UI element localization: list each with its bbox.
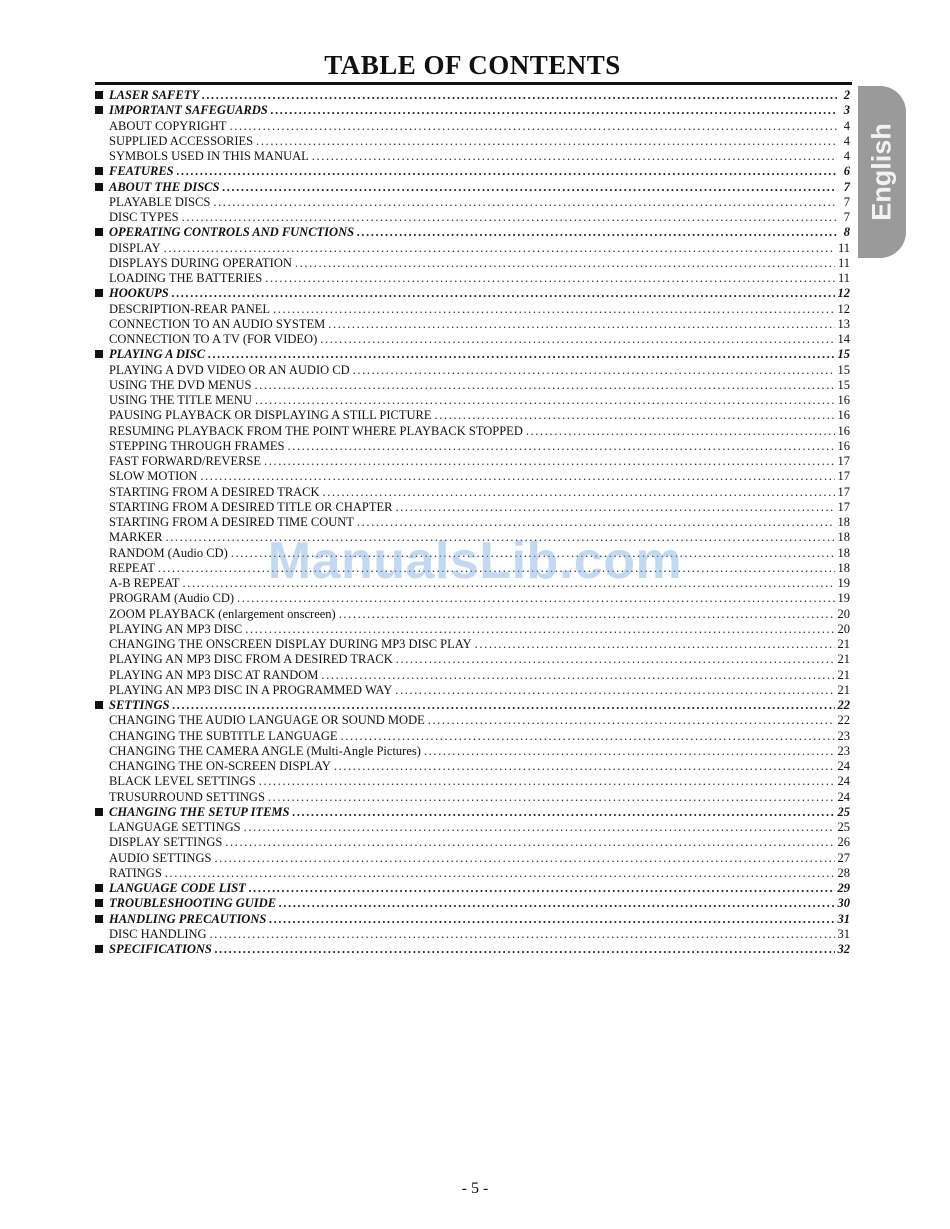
toc-entry-page: 20 (837, 621, 850, 636)
toc-entry-label: CHANGING THE ONSCREEN DISPLAY DURING MP3 DISC PLAY (109, 637, 472, 651)
toc-subentry (95, 576, 850, 591)
toc-entry-label: CHANGING THE CAMERA ANGLE (Multi-Angle Pictures) (109, 743, 421, 758)
watermark: ManualsLib.com (267, 532, 683, 590)
dot-leader (269, 912, 834, 927)
dot-leader (288, 439, 835, 454)
toc-entry-page: 25 (837, 820, 850, 834)
toc-entry-label: HANDLING PRECAUTIONS (109, 911, 267, 926)
toc-subentry (95, 790, 850, 805)
toc-entry-page: 22 (837, 713, 850, 728)
toc-entry-label: LANGUAGE CODE LIST (109, 881, 246, 895)
toc-subentry (95, 485, 850, 500)
toc-subentry (95, 195, 850, 210)
toc-subentry (95, 835, 850, 850)
dot-leader (182, 210, 837, 225)
toc-section-entry (95, 896, 850, 911)
toc-section-entry (95, 103, 850, 118)
toc-subentry (95, 652, 850, 667)
toc-entry-label: DISPLAY (109, 240, 161, 255)
toc-entry-label: PLAYABLE DISCS (109, 194, 211, 209)
dot-leader (231, 546, 835, 561)
toc-subentry (95, 591, 850, 606)
toc-subentry (95, 744, 850, 759)
dot-leader (428, 713, 835, 728)
dot-leader (475, 637, 835, 652)
toc-subentry (95, 820, 850, 835)
toc-entry-label: BLACK LEVEL SETTINGS (109, 774, 256, 789)
toc-entry-page: 3 (843, 103, 850, 118)
toc-subentry (95, 668, 850, 683)
dot-leader (230, 119, 838, 134)
toc-entry-page: 19 (837, 576, 850, 590)
dot-leader (259, 774, 835, 789)
toc-entry-page: 15 (837, 347, 850, 362)
toc-entry-label: USING THE DVD MENUS (109, 377, 252, 392)
toc-entry-page: 12 (837, 286, 850, 301)
toc-entry-page: 28 (837, 865, 850, 880)
dot-leader (435, 408, 835, 423)
toc-section-entry (95, 164, 850, 179)
dot-leader (328, 317, 834, 332)
dot-leader (165, 866, 835, 881)
toc-subentry (95, 759, 850, 774)
toc-entry-page: 12 (837, 301, 850, 316)
table-of-contents (95, 88, 850, 957)
toc-entry-page: 17 (837, 469, 850, 484)
dot-leader (279, 896, 834, 911)
toc-subentry (95, 774, 850, 789)
square-bullet-icon (95, 899, 103, 907)
toc-entry-label: TRUSURROUND SETTINGS (109, 789, 265, 804)
toc-section-entry (95, 88, 850, 103)
toc-entry-label: REPEAT (109, 560, 155, 575)
dot-leader (424, 744, 835, 759)
toc-entry-label: PAUSING PLAYBACK OR DISPLAYING A STILL PICTURE (109, 408, 432, 423)
toc-entry-label: SPECIFICATIONS (109, 942, 212, 956)
dot-leader (244, 820, 835, 835)
toc-entry-page: 7 (843, 179, 850, 194)
toc-section-entry (95, 180, 850, 195)
square-bullet-icon (95, 884, 103, 892)
toc-entry-page: 16 (837, 393, 850, 407)
toc-entry-label: A-B REPEAT (109, 576, 180, 590)
dot-leader (254, 378, 834, 393)
toc-entry-label: RESUMING PLAYBACK FROM THE POINT WHERE PLAYBACK STOPPED (109, 423, 523, 438)
toc-subentry (95, 713, 850, 728)
toc-section-entry (95, 805, 850, 820)
dot-leader (395, 500, 834, 515)
toc-entry-label: LOADING THE BATTERIES (109, 271, 263, 285)
toc-subentry (95, 363, 850, 378)
toc-subentry (95, 607, 850, 622)
toc-entry-page: 16 (837, 408, 850, 423)
dot-leader (264, 454, 834, 469)
dot-leader (353, 363, 835, 378)
toc-entry-page: 18 (837, 560, 850, 575)
square-bullet-icon (95, 701, 103, 709)
square-bullet-icon (95, 183, 103, 191)
page-title: TABLE OF CONTENTS (324, 50, 621, 80)
toc-entry-label: CHANGING THE AUDIO LANGUAGE OR SOUND MODE (109, 713, 425, 728)
square-bullet-icon (95, 228, 103, 236)
toc-entry-label: PLAYING AN MP3 DISC IN A PROGRAMMED WAY (109, 682, 393, 697)
toc-entry-label: STARTING FROM A DESIRED TITLE OR CHAPTER (109, 499, 393, 514)
toc-subentry (95, 424, 850, 439)
toc-entry-page: 18 (837, 530, 850, 545)
dot-leader (341, 729, 835, 744)
toc-entry-page: 27 (837, 850, 850, 865)
toc-entry-label: PLAYING AN MP3 DISC AT RANDOM (109, 667, 319, 682)
dot-leader (255, 393, 835, 408)
toc-subentry (95, 561, 850, 576)
toc-entry-label: STARTING FROM A DESIRED TIME COUNT (109, 515, 354, 529)
dot-leader (265, 271, 835, 286)
language-tab-label: English (866, 123, 897, 221)
dot-leader (214, 851, 834, 866)
toc-entry-label: ABOUT THE DISCS (109, 179, 220, 194)
toc-entry-label: RATINGS (109, 865, 162, 880)
toc-subentry (95, 515, 850, 530)
toc-entry-page: 6 (843, 164, 850, 179)
dot-leader (172, 698, 834, 713)
dot-leader (339, 607, 835, 622)
square-bullet-icon (95, 91, 103, 99)
toc-entry-page: 18 (837, 515, 850, 529)
toc-entry-label: LASER SAFETY (109, 88, 199, 102)
dot-leader (158, 561, 835, 576)
toc-entry-label: STEPPING THROUGH FRAMES (109, 438, 285, 453)
square-bullet-icon (95, 106, 103, 114)
dot-leader (357, 515, 835, 530)
toc-entry-label: PLAYING A DVD VIDEO OR AN AUDIO CD (109, 362, 350, 377)
toc-subentry (95, 393, 850, 408)
toc-entry-label: PLAYING AN MP3 DISC (109, 621, 243, 636)
dot-leader (222, 180, 837, 195)
toc-entry-page: 29 (837, 881, 850, 895)
toc-entry-label: FEATURES (109, 164, 174, 179)
toc-entry-page: 31 (837, 926, 850, 941)
toc-entry-page: 16 (837, 438, 850, 453)
toc-subentry (95, 866, 850, 881)
toc-entry-label: PLAYING A DISC (109, 347, 206, 362)
square-bullet-icon (95, 945, 103, 953)
toc-entry-label: CHANGING THE ON-SCREEN DISPLAY (109, 759, 331, 773)
toc-entry-label: CONNECTION TO AN AUDIO SYSTEM (109, 316, 326, 331)
dot-leader (213, 195, 837, 210)
toc-entry-label: DISC TYPES (109, 210, 179, 224)
toc-subentry (95, 729, 850, 744)
page-number: - 5 - (461, 1180, 489, 1197)
toc-subentry (95, 134, 850, 149)
toc-entry-label: DESCRIPTION-REAR PANEL (109, 301, 271, 316)
toc-entry-label: STARTING FROM A DESIRED TRACK (109, 484, 320, 499)
toc-entry-page: 19 (837, 591, 850, 606)
toc-entry-page: 32 (837, 942, 850, 956)
toc-subentry (95, 317, 850, 332)
dot-leader (172, 286, 835, 301)
dot-leader (273, 302, 834, 317)
toc-entry-label: HOOKUPS (109, 286, 169, 301)
dot-leader (526, 424, 835, 439)
toc-section-entry (95, 881, 850, 896)
toc-entry-label: DISPLAYS DURING OPERATION (109, 255, 292, 270)
toc-entry-page: 7 (843, 210, 850, 224)
square-bullet-icon (95, 350, 103, 358)
dot-leader (395, 683, 834, 698)
toc-subentry (95, 241, 850, 256)
dot-leader (271, 103, 837, 118)
toc-section-entry (95, 942, 850, 957)
toc-entry-label: SETTINGS (109, 698, 170, 712)
toc-subentry (95, 119, 850, 134)
dot-leader (225, 835, 834, 850)
dot-leader (357, 225, 837, 240)
toc-subentry (95, 332, 850, 347)
toc-entry-label: DISPLAY SETTINGS (109, 835, 223, 850)
toc-entry-page: 25 (837, 804, 850, 819)
toc-entry-page: 18 (837, 545, 850, 560)
toc-subentry (95, 927, 850, 942)
toc-entry-label: USING THE TITLE MENU (109, 393, 252, 407)
toc-subentry (95, 408, 850, 423)
toc-entry-page: 17 (837, 499, 850, 514)
dot-leader (177, 164, 837, 179)
dot-leader (396, 652, 835, 667)
toc-entry-label: IMPORTANT SAFEGUARDS (109, 103, 268, 118)
toc-entry-page: 17 (837, 454, 850, 468)
dot-leader (320, 332, 834, 347)
dot-leader (210, 927, 835, 942)
dot-leader (202, 88, 837, 103)
toc-subentry (95, 271, 850, 286)
toc-entry-page: 13 (837, 316, 850, 331)
toc-subentry (95, 378, 850, 393)
toc-subentry (95, 439, 850, 454)
dot-leader (165, 530, 834, 545)
toc-subentry (95, 454, 850, 469)
toc-entry-page: 20 (837, 606, 850, 621)
toc-subentry (95, 546, 850, 561)
language-tab (858, 86, 906, 258)
square-bullet-icon (95, 167, 103, 175)
toc-subentry (95, 149, 850, 164)
dot-leader (334, 759, 835, 774)
dot-leader (245, 622, 834, 637)
toc-subentry (95, 622, 850, 637)
toc-entry-page: 11 (837, 255, 850, 270)
toc-entry-page: 16 (837, 423, 850, 438)
toc-section-entry (95, 347, 850, 362)
toc-entry-page: 24 (837, 774, 850, 789)
toc-subentry (95, 500, 850, 515)
toc-entry-label: CHANGING THE SUBTITLE LANGUAGE (109, 728, 338, 743)
toc-entry-page: 4 (843, 118, 850, 133)
toc-entry-label: CONNECTION TO A TV (FOR VIDEO) (109, 332, 318, 346)
toc-entry-page: 21 (837, 637, 850, 651)
toc-subentry (95, 256, 850, 271)
toc-section-entry (95, 698, 850, 713)
toc-subentry (95, 469, 850, 484)
dot-leader (295, 256, 835, 271)
toc-entry-page: 17 (837, 484, 850, 499)
toc-entry-page: 7 (843, 194, 850, 209)
toc-section-entry (95, 286, 850, 301)
toc-entry-label: LANGUAGE SETTINGS (109, 820, 241, 834)
toc-entry-page: 30 (837, 896, 850, 911)
toc-entry-label: MARKER (109, 530, 163, 545)
toc-subentry (95, 210, 850, 225)
dot-leader (249, 881, 835, 896)
toc-entry-page: 2 (843, 88, 850, 102)
dot-leader (183, 576, 835, 591)
toc-entry-label: SLOW MOTION (109, 469, 198, 484)
toc-entry-page: 15 (837, 362, 850, 377)
toc-entry-label: DISC HANDLING (109, 926, 207, 941)
toc-entry-page: 24 (837, 759, 850, 773)
toc-entry-page: 4 (843, 133, 850, 148)
toc-section-entry (95, 225, 850, 240)
toc-section-entry (95, 912, 850, 927)
toc-subentry (95, 851, 850, 866)
toc-entry-page: 24 (837, 789, 850, 804)
toc-entry-label: SUPPLIED ACCESSORIES (109, 133, 254, 148)
square-bullet-icon (95, 808, 103, 816)
toc-entry-label: AUDIO SETTINGS (109, 850, 212, 865)
toc-entry-page: 26 (837, 835, 850, 850)
toc-entry-label: PROGRAM (Audio CD) (109, 591, 235, 606)
square-bullet-icon (95, 289, 103, 297)
dot-leader (208, 347, 834, 362)
dot-leader (323, 485, 835, 500)
toc-entry-page: 8 (843, 225, 850, 240)
toc-subentry (95, 683, 850, 698)
dot-leader (237, 591, 834, 606)
toc-entry-page: 15 (837, 377, 850, 392)
dot-leader (200, 469, 834, 484)
toc-entry-page: 31 (837, 911, 850, 926)
toc-entry-page: 22 (837, 698, 850, 712)
toc-entry-label: OPERATING CONTROLS AND FUNCTIONS (109, 225, 355, 240)
toc-entry-label: CHANGING THE SETUP ITEMS (109, 804, 290, 819)
dot-leader (256, 134, 837, 149)
toc-entry-label: ZOOM PLAYBACK (enlargement onscreen) (109, 606, 336, 621)
dot-leader (268, 790, 835, 805)
toc-entry-page: 11 (837, 271, 850, 285)
toc-entry-page: 21 (837, 682, 850, 697)
toc-entry-page: 23 (837, 743, 850, 758)
toc-entry-page: 23 (837, 728, 850, 743)
toc-entry-label: RANDOM (Audio CD) (109, 545, 228, 560)
toc-entry-page: 21 (837, 667, 850, 682)
toc-entry-label: PLAYING AN MP3 DISC FROM A DESIRED TRACK (109, 652, 393, 667)
toc-entry-page: 4 (843, 149, 850, 163)
dot-leader (292, 805, 834, 820)
toc-subentry (95, 530, 850, 545)
dot-leader (321, 668, 834, 683)
toc-subentry (95, 302, 850, 317)
toc-entry-label: SYMBOLS USED IN THIS MANUAL (109, 149, 309, 163)
dot-leader (312, 149, 837, 164)
dot-leader (215, 942, 835, 957)
title-divider (95, 82, 852, 85)
toc-subentry (95, 637, 850, 652)
toc-entry-label: ABOUT COPYRIGHT (109, 118, 227, 133)
toc-entry-label: TROUBLESHOOTING GUIDE (109, 896, 277, 911)
toc-entry-page: 21 (837, 652, 850, 667)
toc-entry-page: 11 (837, 240, 850, 255)
toc-entry-page: 14 (837, 332, 850, 346)
toc-entry-label: FAST FORWARD/REVERSE (109, 454, 262, 468)
square-bullet-icon (95, 915, 103, 923)
dot-leader (164, 241, 835, 256)
